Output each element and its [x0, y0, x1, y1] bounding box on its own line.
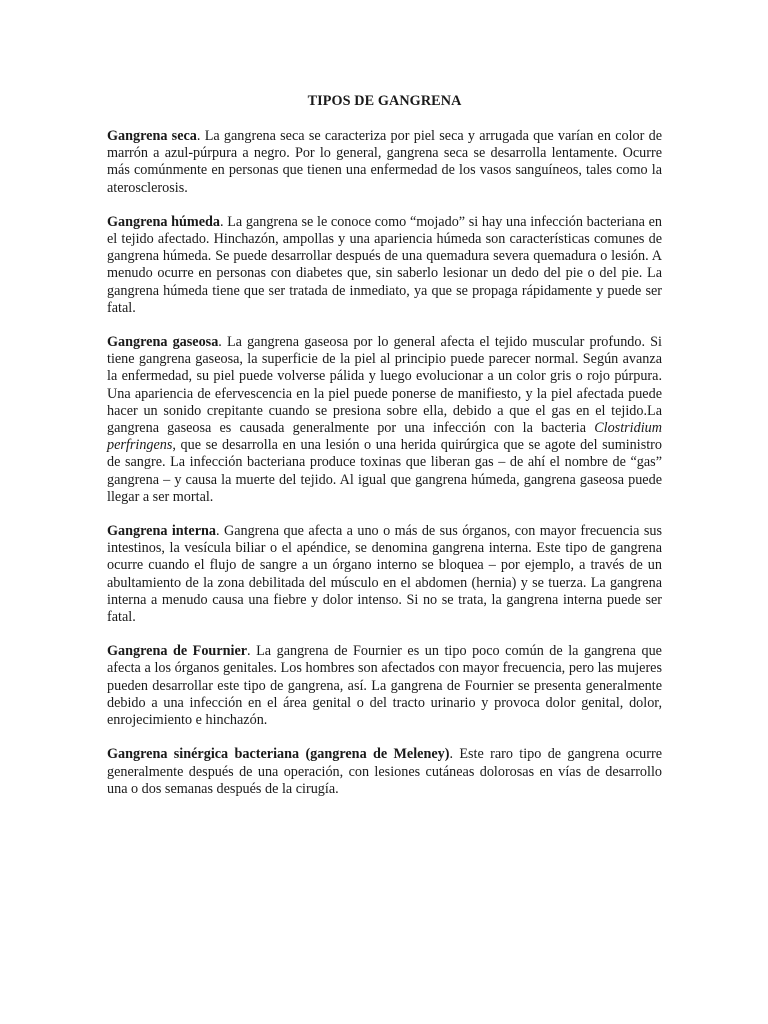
section-term: Gangrena sinérgica bacteriana (gangrena de Meleney) [107, 746, 450, 763]
document-title: TIPOS DE GANGRENA [307, 93, 462, 109]
section-gangrena-interna [107, 523, 662, 626]
section-term: Gangrena de Fournier [107, 643, 248, 660]
section-term: Gangrena húmeda [107, 213, 220, 230]
section-term: Gangrena seca [107, 128, 197, 144]
document-page [107, 93, 662, 815]
section-term: Gangrena gaseosa [107, 334, 219, 351]
section-gangrena-sinergica [107, 746, 662, 798]
section-text: . La gangrena gaseosa por lo general afecta el tejido muscular profundo. Si tiene gangrena gaseosa, la superficie de la piel al principio puede parecer normal. Según avanza la enfermedad, su piel puede volverse pálida y luego evolucionar a un color gris o rojo púrpura. Una apariencia de efervescencia en la piel puede ponerse de manifiesto, y la piel afectada puede hacer un sonido crepitante cuando se presiona sobre ella, debido a que el gas en el tejido.La gangrena gaseosa es causada generalmente por una infección con la bacteria [107, 334, 662, 437]
section-gangrena-seca [107, 128, 662, 197]
section-text: . Este raro tipo de gangrena ocurre generalmente después de una operación, con lesiones cutáneas dolorosas en vías de desarrollo una o dos semanas después de la cirugía. [107, 746, 662, 797]
section-term: Gangrena interna [107, 523, 216, 540]
section-text-continued: , que se desarrolla en una lesión o una herida quirúrgica que se agote del suministro de sangre. La infección bacteriana produce toxinas que liberan gas – de ahí el nombre de “gas” gangrena – y causa la muerte del tejido. Al igual que gangrena húmeda, gangrena gaseosa puede llegar a ser mortal. [107, 437, 662, 505]
section-text: . Gangrena que afecta a uno o más de sus órganos, con mayor frecuencia sus intestinos, la vesícula biliar o el apéndice, se denomina gangrena interna. Este tipo de gangrena ocurre cuando el flujo de sangre a un órgano interno se bloquea – por ejemplo, a través de un abultamiento de la zona debilitada del músculo en el abdomen (hernia) y se tuerza. La gangrena interna a menudo causa una fiebre y dolor intenso. Si no se trata, la gangrena interna puede ser fatal. [107, 523, 662, 626]
section-text: . La gangrena de Fournier es un tipo poco común de la gangrena que afecta a los órganos genitales. Los hombres son afectados con mayor frecuencia, pero las mujeres pueden desarrollar este tipo de gangrena, así. La gangrena de Fournier se presenta generalmente debido a una infección en el área genital o del tracto urinario y provoca dolor genital, dolor, enrojecimiento e hinchazón. [107, 643, 662, 729]
bacteria-species-name: Clostridium perfringens [107, 420, 662, 454]
section-text: . La gangrena seca se caracteriza por piel seca y arrugada que varían en color de marrón a azul-púrpura a negro. Por lo general, gangrena seca se desarrolla lentamente. Ocurre más comúnmente en personas que tienen una enfermedad de los vasos sanguíneos, tales como la aterosclerosis. [107, 128, 662, 196]
section-gangrena-fournier [107, 643, 662, 729]
section-gangrena-gaseosa [107, 334, 662, 506]
section-text: . La gangrena se le conoce como “mojado” si hay una infección bacteriana en el tejido afectado. Hinchazón, ampollas y una apariencia húmeda son características comunes de gangrena húmeda. Se puede desarrollar después de una quemadura severa quemadura o lesión. A menudo ocurre en personas con diabetes que, sin saberlo lesionar un dedo del pie o del pie. La gangrena húmeda tiene que ser tratada de inmediato, ya que se propaga rápidamente y puede ser fatal. [107, 213, 662, 316]
section-gangrena-humeda [107, 214, 662, 317]
